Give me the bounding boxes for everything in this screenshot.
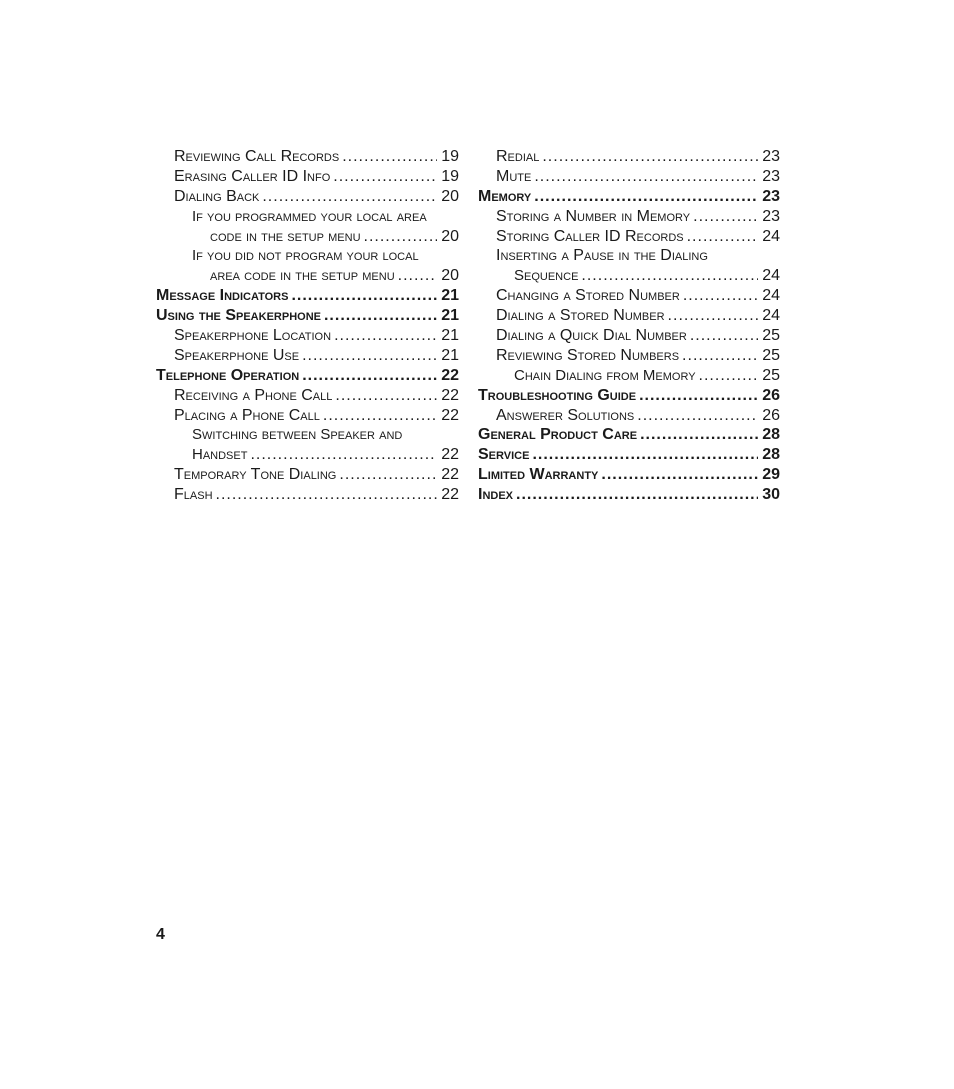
toc-entry — [478, 167, 780, 187]
toc-entry-title: Answerer Solutions — [496, 406, 635, 424]
toc-entry-page: 28 — [762, 426, 780, 444]
toc-entry-page: 22 — [441, 406, 459, 424]
toc-entry — [156, 366, 459, 386]
toc-entry-page: 21 — [441, 287, 459, 305]
toc-entry — [156, 445, 459, 465]
toc-entry-page: 19 — [441, 167, 459, 185]
toc-leader-dots — [398, 266, 438, 286]
toc-entry-page: 28 — [762, 446, 780, 464]
toc-entry-page: 19 — [441, 147, 459, 165]
toc-leader-dots — [532, 445, 758, 465]
toc-entry-title: Reviewing Stored Numbers — [496, 346, 680, 364]
toc-entry-page: 22 — [441, 386, 459, 404]
toc-entry-title: Sequence — [514, 267, 579, 285]
toc-entry — [156, 306, 459, 326]
toc-entry-title: Dialing a Stored Number — [496, 307, 665, 325]
toc-entry — [478, 246, 780, 266]
toc-entry — [478, 187, 780, 207]
toc-entry-page: 20 — [441, 227, 459, 245]
toc-leader-dots — [334, 326, 437, 346]
toc-entry — [478, 485, 780, 505]
toc-entry-page: 25 — [762, 346, 780, 364]
toc-entry-title: Mute — [496, 167, 532, 185]
toc-entry — [478, 406, 780, 426]
toc-entry-title: Handset — [192, 446, 248, 464]
toc-entry-title: Speakerphone Location — [174, 327, 332, 344]
toc-entry-title: If you did not program your local — [192, 247, 419, 265]
toc-entry-title: Using the Speakerphone — [156, 307, 321, 325]
toc-entry-page: 21 — [441, 346, 459, 364]
toc-entry-page: 22 — [441, 446, 459, 464]
toc-entry — [156, 326, 459, 346]
toc-leader-dots — [581, 266, 758, 286]
toc-entry-title: Changing a Stored Number — [496, 287, 680, 305]
toc-entry-title: Memory — [478, 187, 532, 205]
toc-leader-dots — [324, 306, 437, 326]
toc-entry-page: 30 — [762, 486, 780, 504]
toc-entry-title: Placing a Phone Call — [174, 406, 320, 424]
toc-leader-dots — [364, 227, 438, 247]
toc-leader-dots — [640, 425, 758, 445]
toc-entry-title: If you programmed your local area — [192, 207, 427, 225]
toc-entry — [478, 386, 780, 406]
toc-entry-page: 29 — [762, 466, 780, 484]
toc-entry-page: 24 — [762, 287, 780, 305]
toc-entry-title: Storing Caller ID Records — [496, 227, 684, 245]
toc-entry — [478, 346, 780, 366]
toc-entry-title: Erasing Caller ID Info — [174, 167, 331, 185]
toc-entry — [478, 425, 780, 445]
toc-leader-dots — [601, 465, 758, 485]
toc-entry-title: General Product Care — [478, 426, 638, 444]
toc-entry-title: Reviewing Call Records — [174, 147, 340, 165]
toc-entry — [156, 406, 459, 426]
toc-entry-title: Message Indicators — [156, 287, 289, 305]
toc-entry-page: 23 — [762, 207, 780, 225]
toc-entry — [478, 465, 780, 485]
toc-entry — [156, 207, 459, 227]
toc-entry — [156, 227, 459, 247]
toc-leader-dots — [302, 346, 437, 366]
page-number: 4 — [156, 926, 165, 943]
toc-entry-page: 24 — [762, 307, 780, 325]
toc-entry — [156, 386, 459, 406]
toc-entry — [478, 286, 780, 306]
toc-entry — [156, 266, 459, 286]
toc-entry-page: 22 — [441, 466, 459, 484]
toc-entry-title: Temporary Tone Dialing — [174, 466, 337, 484]
toc-entry — [478, 266, 780, 286]
toc-entry — [156, 485, 459, 505]
toc-entry-title: Dialing Back — [174, 187, 260, 205]
toc-entry — [478, 445, 780, 465]
toc-left-column — [156, 147, 459, 505]
toc-entry-page: 25 — [762, 366, 780, 384]
toc-leader-dots — [250, 445, 437, 465]
toc-leader-dots — [687, 227, 759, 247]
toc-leader-dots — [339, 465, 437, 485]
toc-entry — [156, 167, 459, 187]
toc-entry-title: area code in the setup menu — [210, 267, 395, 285]
toc-entry-title: Troubleshooting Guide — [478, 386, 637, 404]
toc-entry-page: 22 — [441, 486, 459, 504]
toc-leader-dots — [683, 286, 758, 306]
toc-entry-page: 20 — [441, 267, 459, 285]
toc-leader-dots — [262, 187, 437, 207]
toc-right-column — [478, 147, 780, 505]
toc-entry — [478, 227, 780, 247]
toc-entry-page: 23 — [762, 187, 780, 205]
toc-entry — [478, 147, 780, 167]
toc-entry-title: Service — [478, 446, 530, 464]
toc-leader-dots — [637, 406, 758, 426]
toc-leader-dots — [534, 187, 758, 207]
toc-entry-title: Switching between Speaker and — [192, 426, 403, 444]
toc-leader-dots — [516, 485, 758, 505]
toc-leader-dots — [668, 306, 759, 326]
toc-entry-page: 22 — [441, 366, 459, 384]
toc-leader-dots — [291, 286, 437, 306]
toc-entry-title: Redial — [496, 147, 540, 165]
toc-entry — [478, 207, 780, 227]
toc-entry-title: Telephone Operation — [156, 366, 300, 384]
toc-entry — [156, 187, 459, 207]
toc-entry-page: 24 — [762, 227, 780, 245]
toc-leader-dots — [333, 167, 437, 187]
toc-entry — [156, 425, 459, 445]
toc-leader-dots — [323, 406, 437, 426]
toc-leader-dots — [699, 366, 759, 386]
toc-leader-dots — [682, 346, 758, 366]
toc-entry-page: 20 — [441, 187, 459, 205]
toc-entry-page: 23 — [762, 167, 780, 185]
toc-entry-page: 26 — [762, 386, 780, 404]
toc-entry-title: Dialing a Quick Dial Number — [496, 327, 687, 344]
toc-entry-title: Chain Dialing from Memory — [514, 366, 696, 384]
toc-entry — [478, 306, 780, 326]
toc-leader-dots — [542, 147, 758, 167]
toc-entry-page: 23 — [762, 147, 780, 165]
toc-entry — [156, 346, 459, 366]
toc-leader-dots — [342, 147, 437, 167]
toc-entry-page: 21 — [441, 327, 459, 344]
toc-leader-dots — [216, 485, 438, 505]
toc-entry-page: 21 — [441, 307, 459, 325]
toc-entry-title: Index — [478, 486, 514, 504]
toc-entry — [156, 246, 459, 266]
toc-leader-dots — [302, 366, 437, 386]
toc-entry-title: Inserting a Pause in the Dialing — [496, 247, 708, 265]
toc-leader-dots — [693, 207, 758, 227]
toc-entry — [156, 465, 459, 485]
toc-entry-title: Receiving a Phone Call — [174, 386, 333, 404]
toc-entry-title: Limited Warranty — [478, 466, 599, 484]
toc-entry-title: Flash — [174, 486, 213, 504]
toc-entry-page: 26 — [762, 406, 780, 424]
toc-entry-page: 25 — [762, 327, 780, 344]
toc-leader-dots — [639, 386, 758, 406]
toc-entry — [478, 366, 780, 386]
toc-entry — [156, 147, 459, 167]
toc-entry-title: Storing a Number in Memory — [496, 207, 691, 225]
toc-leader-dots — [335, 386, 437, 406]
toc-entry-title: code in the setup menu — [210, 227, 361, 245]
toc-entry-page: 24 — [762, 267, 780, 285]
toc-leader-dots — [534, 167, 758, 187]
toc-entry-title: Speakerphone Use — [174, 346, 300, 364]
toc-leader-dots — [690, 326, 758, 346]
toc-entry — [478, 326, 780, 346]
toc-entry — [156, 286, 459, 306]
